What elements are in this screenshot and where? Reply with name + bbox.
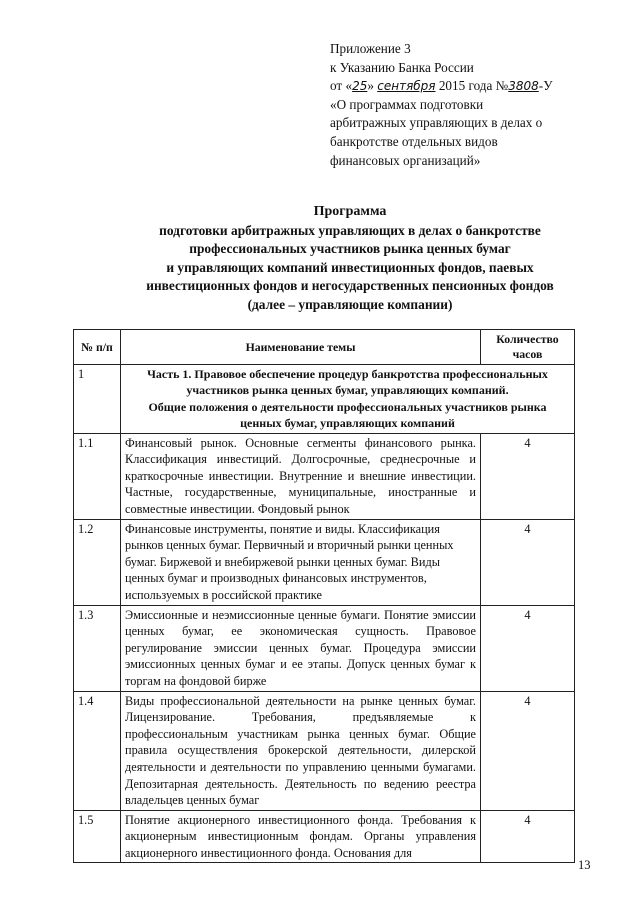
appendix-doc-title-4: финансовых организаций»	[330, 152, 481, 168]
row-num: 1.4	[74, 691, 121, 810]
row-topic: Эмиссионные и неэмиссионные ценные бумаги. Понятие эмиссии ценных бумаг, ее экономическая сущность. Правовое регулирование эмиссии ценных бумаг. Процедура эмиссии эмиссионных ценных бумаг и ее этапы. Допуск ценных бумаг к торгам на фондовой бирже	[121, 605, 481, 691]
table-row-part	[74, 365, 575, 434]
table-row	[74, 691, 575, 810]
table-row	[74, 519, 575, 605]
part-title: Часть 1. Правовое обеспечение процедур банкротства профессиональных участников рынка ценных бумаг, управляющих компаний. Общие положения о деятельности профессиональных участников рынка ценных бумаг, управляющих компаний	[121, 365, 575, 434]
row-hours: 4	[481, 519, 575, 605]
header-name: Наименование темы	[121, 330, 481, 365]
row-num: 1.3	[74, 605, 121, 691]
table-row	[74, 605, 575, 691]
program-subtitle-1: подготовки арбитражных управляющих в делах о банкротстве	[159, 222, 541, 238]
table-header-row	[74, 330, 575, 365]
appendix-title: Приложение 3	[330, 41, 411, 56]
row-hours: 4	[481, 433, 575, 519]
row-topic: Виды профессиональной деятельности на рынке ценных бумаг. Лицензирование. Требования, предъявляемые к профессиональным участникам рынка ценных бумаг. Общие правила осуществления брокерской деятельности, дилерской деятельности и деятельности по управлению ценными бумагами. Депозитарная деятельность. Деятельность по ведению реестра владельцев ценных бумаг	[121, 691, 481, 810]
row-num: 1.1	[74, 433, 121, 519]
row-hours: 4	[481, 691, 575, 810]
page-number: 13	[578, 858, 591, 872]
table-row	[74, 810, 575, 863]
appendix-day: 25	[352, 79, 368, 94]
row-topic: Финансовый рынок. Основные сегменты финансового рынка. Классификация инвестиций. Долгосрочные, среднесрочные и краткосрочные инвестиции. Внутренние и внешние инвестиции. Частные, государственные, муниципальные, иностранные и совместные инвестиции. Фондовый рынок	[121, 433, 481, 519]
row-topic: Финансовые инструменты, понятие и виды. Классификация рынков ценных бумаг. Первичный и вторичный рынки ценных бумаг. Биржевой и внебиржевой рынки ценных бумаг. Виды ценных бумаг и производных финансовых инструментов, используемых в российской практике	[121, 519, 481, 605]
appendix-date-line: от «25» сентября 2015 года №3808-У	[330, 78, 553, 94]
program-subtitle-3: и управляющих компаний инвестиционных фондов, паевых	[166, 259, 534, 275]
appendix-month: сентября	[377, 79, 436, 94]
appendix-reference: к Указанию Банка России	[330, 59, 474, 75]
table-row	[74, 433, 575, 519]
appendix-number: 3808	[508, 79, 539, 94]
program-title: Программа	[313, 204, 387, 219]
row-hours: 4	[481, 605, 575, 691]
row-num: 1.5	[74, 810, 121, 863]
appendix-doc-title-1: «О программах подготовки	[330, 96, 484, 112]
program-subtitle-2: профессиональных участников рынка ценных бумаг	[189, 241, 511, 257]
appendix-doc-title-3: банкротстве отдельных видов	[330, 133, 498, 149]
header-num: № п/п	[74, 330, 121, 365]
row-hours: 4	[481, 810, 575, 863]
appendix-doc-title-2: арбитражных управляющих в делах о	[330, 115, 543, 131]
row-num: 1.2	[74, 519, 121, 605]
program-subtitle-5: (далее – управляющие компании)	[247, 296, 453, 312]
appendix-block	[330, 40, 630, 170]
part-num: 1	[74, 365, 121, 434]
row-topic: Понятие акционерного инвестиционного фонда. Требования к акционерным инвестиционным фондам. Органы управления акционерного инвестиционного фонда. Основания для	[121, 810, 481, 863]
header-hours: Количество часов	[481, 330, 575, 365]
program-heading	[60, 203, 640, 315]
program-subtitle-4: инвестиционных фондов и негосударственных пенсионных фондов	[146, 278, 554, 294]
program-table	[73, 329, 575, 863]
